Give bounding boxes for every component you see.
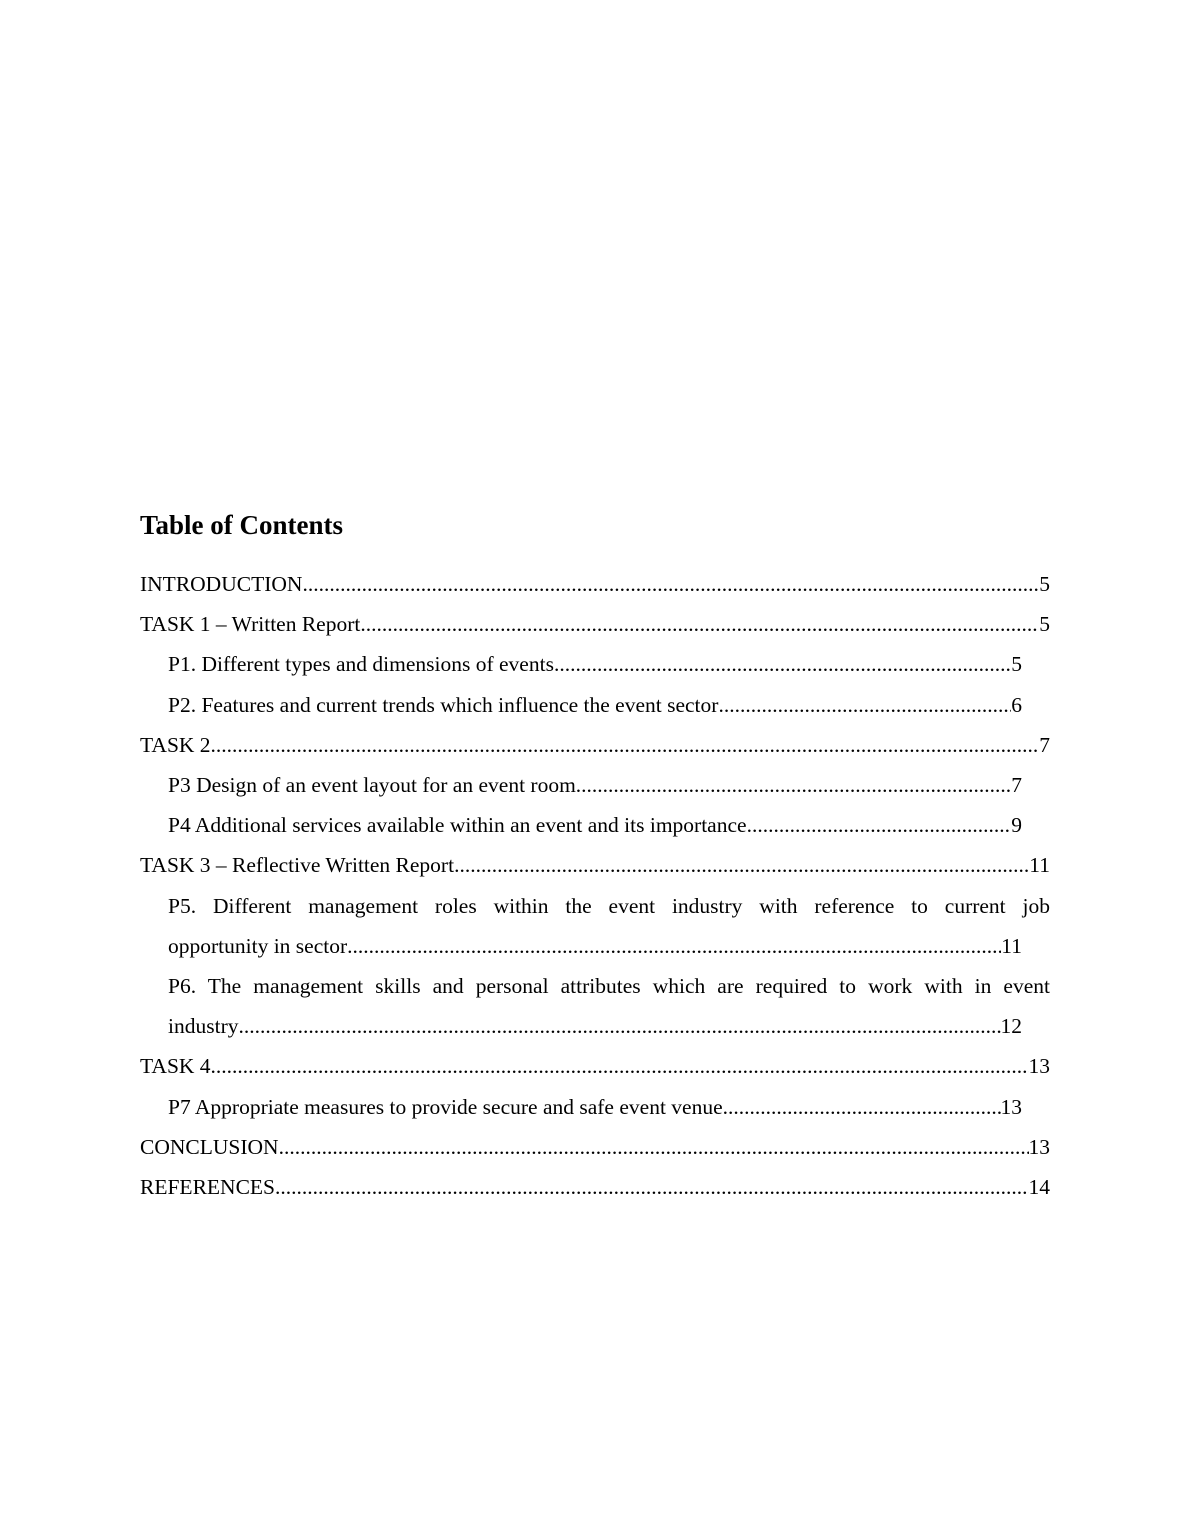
toc-page-number: 7 <box>1011 773 1022 798</box>
toc-page-number: 14 <box>1028 1175 1050 1200</box>
toc-entry-label: TASK 2 <box>140 732 211 757</box>
toc-leader-dots <box>554 644 1011 684</box>
toc-entry-label-line-1: P6. The management skills and personal attributes which are required to work with in event <box>168 974 1050 999</box>
toc-page-number: 6 <box>1011 692 1022 717</box>
toc-leader-dots <box>211 725 1040 765</box>
toc-entry-task-2[interactable] <box>140 725 1050 765</box>
toc-leader-dots <box>347 926 1001 966</box>
toc-page-number: 12 <box>1000 1014 1022 1039</box>
toc-entry-label-line-1: P5. Different management roles within the event industry with reference to current job <box>168 893 1050 918</box>
toc-leader-dots <box>576 765 1011 805</box>
toc-entry-label: TASK 1 – Written Report <box>140 612 361 637</box>
toc-page-number: 5 <box>1039 612 1050 637</box>
toc-entry-p3[interactable] <box>168 765 1022 805</box>
toc-page-number: 11 <box>1001 933 1022 958</box>
toc-title: Table of Contents <box>140 510 344 540</box>
toc-entry-p7[interactable] <box>168 1087 1022 1127</box>
toc-page-number: 13 <box>1028 1134 1050 1159</box>
toc-leader-dots <box>279 1127 1029 1167</box>
toc-entry-p4[interactable] <box>168 805 1022 845</box>
toc-page-number: 13 <box>1000 1094 1022 1119</box>
toc-page-number: 5 <box>1039 572 1050 596</box>
toc-entry-task-4[interactable] <box>140 1046 1050 1086</box>
toc-entry-p2[interactable] <box>168 685 1022 725</box>
toc-entry-label: P2. Features and current trends which influence the event sector <box>168 692 719 717</box>
toc-entry-label: P1. Different types and dimensions of events <box>168 652 554 677</box>
toc-entry-p5[interactable] <box>168 886 1050 966</box>
toc-entry-label-line-2: industry <box>168 1014 239 1039</box>
toc-page-number: 5 <box>1011 652 1022 677</box>
toc-entry-conclusion[interactable] <box>140 1127 1050 1167</box>
toc-leader-dots <box>238 1006 1000 1046</box>
toc-entry-last-line <box>168 1006 1022 1046</box>
toc-list <box>140 564 1050 1207</box>
toc-leader-dots <box>723 1087 1001 1127</box>
toc-leader-dots <box>211 1046 1029 1086</box>
toc-leader-dots <box>747 805 1012 845</box>
toc-entry-label-line-2: opportunity in sector <box>168 933 348 958</box>
toc-leader-dots <box>718 685 1011 725</box>
toc-entry-references[interactable] <box>140 1167 1050 1207</box>
toc-entry-p6[interactable] <box>168 966 1050 1046</box>
toc-leader-dots <box>454 845 1029 885</box>
toc-leader-dots <box>302 564 1039 604</box>
toc-entry-label: TASK 3 – Reflective Written Report <box>140 853 455 878</box>
toc-entry-p1[interactable] <box>168 644 1022 684</box>
toc-page-number: 7 <box>1039 732 1050 757</box>
toc-entry-label: P4 Additional services available within an event and its importance <box>168 813 747 838</box>
toc-page-number: 11 <box>1029 853 1050 878</box>
toc-entry-task-1[interactable] <box>140 604 1050 644</box>
table-of-contents <box>140 508 1050 1207</box>
toc-entry-label: P7 Appropriate measures to provide secure and safe event venue <box>168 1094 723 1119</box>
toc-entry-task-3[interactable] <box>140 845 1050 885</box>
toc-page-number: 13 <box>1028 1054 1050 1079</box>
toc-entry-last-line <box>168 926 1022 966</box>
toc-entry-label: CONCLUSION <box>140 1134 279 1159</box>
toc-entry-label: REFERENCES <box>140 1175 275 1200</box>
toc-entry-introduction[interactable] <box>140 564 1050 604</box>
toc-leader-dots <box>360 604 1039 644</box>
toc-entry-label: P3 Design of an event layout for an event room <box>168 773 576 798</box>
toc-entry-label: INTRODUCTION <box>140 572 303 596</box>
toc-entry-label: TASK 4 <box>140 1054 211 1079</box>
toc-leader-dots <box>275 1167 1029 1207</box>
toc-page-number: 9 <box>1011 813 1022 838</box>
